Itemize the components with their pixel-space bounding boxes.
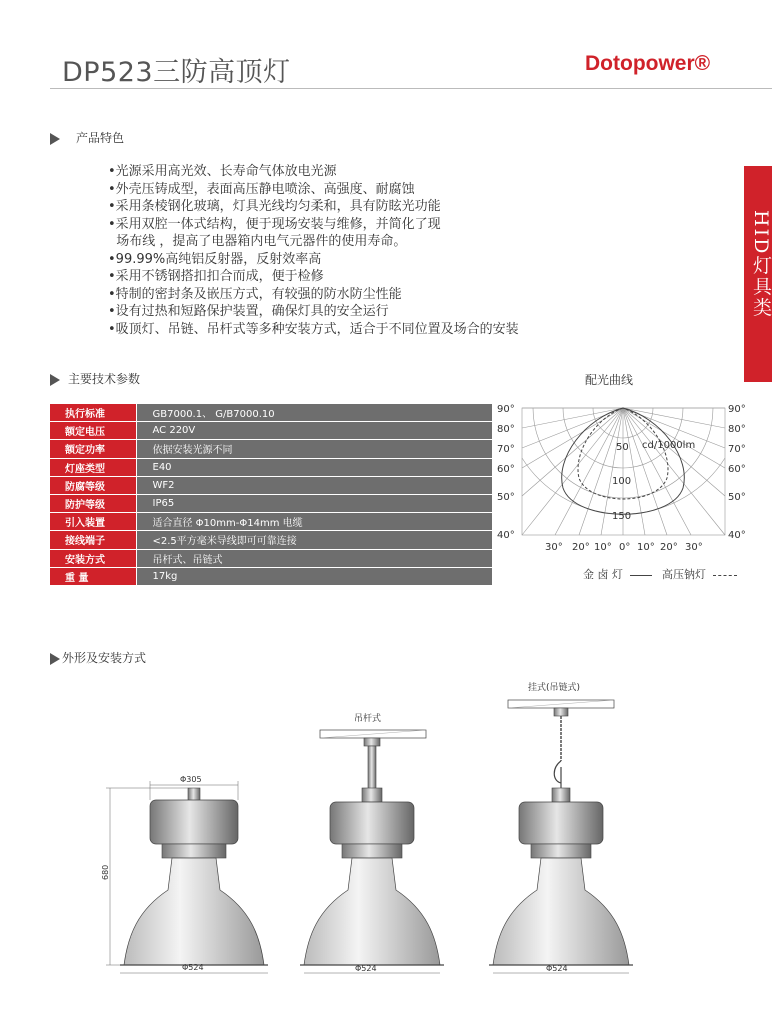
spec-value: 适合直径 Φ10mm-Φ14mm 电缆 (136, 513, 492, 531)
list-item: •光源采用高光效、长寿命气体放电光源 (108, 164, 337, 179)
angle-label: 50° (497, 492, 515, 503)
angle-line (623, 408, 725, 428)
spec-value: IP65 (136, 494, 492, 512)
spec-value: 依据安装光源不同 (136, 440, 492, 458)
category-side-tab (744, 166, 772, 382)
height-label: 680 (101, 864, 110, 880)
angle-line (623, 408, 725, 535)
angle-label: 40° (497, 530, 515, 541)
feature-list (108, 163, 519, 338)
spec-value: E40 (136, 458, 492, 476)
angle-label: 50° (728, 492, 746, 503)
triangle-bullet-icon (50, 374, 60, 386)
angle-label: 20° (660, 542, 678, 553)
spec-value: GB7000.1、 G/B7000.10 (136, 404, 492, 422)
spec-key: 接线端子 (50, 531, 136, 549)
angle-label: 60° (728, 464, 746, 475)
dimension-heading (50, 649, 146, 666)
angle-label: 80° (728, 424, 746, 435)
angle-label: 10° (594, 542, 612, 553)
brand-logo: Dotopower® (585, 52, 711, 75)
page-title: DP523三防高顶灯 (62, 57, 291, 88)
angle-label: 80° (497, 424, 515, 435)
angle-line (522, 408, 623, 468)
list-item: •99.99%高纯铝反射器，反射效率高 (108, 251, 322, 267)
bottom-diameter-label: Φ524 (546, 964, 568, 973)
spec-key: 额定功率 (50, 440, 136, 458)
specs-heading (50, 370, 140, 387)
list-item: •采用双腔一体式结构，便于现场安装与维修，并简化了现 (108, 216, 441, 232)
spec-key: 引入装置 (50, 513, 136, 531)
chain-mount-label: 挂式(吊链式) (528, 683, 581, 693)
legend-line-solid (630, 575, 652, 576)
spec-value: <2.5平方毫米导线即可可靠连接 (136, 531, 492, 549)
angle-label: 20° (572, 542, 590, 553)
spec-key: 防腐等级 (50, 476, 136, 494)
angle-label: 0° (619, 542, 631, 553)
triangle-bullet-icon (50, 133, 60, 145)
bottom-diameter-label: Φ524 (355, 964, 377, 973)
angle-line (522, 408, 623, 535)
lamp-drawing-basic (106, 781, 268, 973)
category-label: HID灯具类 (750, 210, 772, 319)
light-distribution-diagram (495, 398, 755, 563)
lamp-drawing-rod-mount (300, 730, 444, 973)
dimension-drawings (100, 675, 660, 985)
spec-key: 额定电压 (50, 422, 136, 440)
legend-metal-halide-text: 金 卤 灯 (583, 568, 623, 581)
angle-label: 10° (637, 542, 655, 553)
table-row (50, 531, 492, 549)
list-item: 场布线 ，提高了电器箱内电气元器件的使用寿命。 (108, 234, 407, 249)
list-item: •特制的密封条及嵌压方式，有较强的防水防尘性能 (108, 286, 402, 302)
legend-hps (662, 566, 737, 582)
spec-key: 安装方式 (50, 549, 136, 567)
light-curve-title: 配光曲线 (585, 373, 634, 387)
table-row (50, 458, 492, 476)
bottom-diameter-label: Φ524 (182, 963, 204, 972)
table-row (50, 476, 492, 494)
spec-value: WF2 (136, 476, 492, 494)
list-item: •设有过热和短路保护装置，确保灯具的安全运行 (108, 304, 389, 319)
legend-hps-text: 高压钠灯 (662, 568, 706, 581)
list-item: •外壳压铸成型，表面高压静电喷涂、高强度、耐腐蚀 (108, 181, 415, 197)
legend-metal-halide (583, 566, 652, 582)
table-row (50, 549, 492, 567)
lamp-drawing-chain-mount (489, 700, 633, 973)
triangle-bullet-icon (50, 653, 60, 665)
list-item: •采用条棱钢化玻璃，灯具光线均匀柔和，具有防眩光功能 (108, 199, 441, 214)
features-heading (50, 129, 124, 146)
table-row (50, 422, 492, 440)
angle-label: 40° (728, 530, 746, 541)
header-divider (50, 88, 772, 89)
radial-label: 50 (616, 442, 629, 453)
dimension-heading-text: 外形及安装方式 (62, 651, 147, 665)
angle-label: 30° (545, 542, 563, 553)
legend-line-dashed (713, 575, 737, 576)
spec-value: 吊杆式、吊链式 (136, 549, 492, 567)
list-item: •采用不锈钢搭扣扣合而成，便于检修 (108, 269, 324, 284)
spec-value: AC 220V (136, 422, 492, 440)
spec-key: 防护等级 (50, 494, 136, 512)
top-diameter-label: Φ305 (180, 775, 202, 784)
spec-key: 执行标准 (50, 404, 136, 422)
angle-label: 90° (497, 404, 515, 415)
angle-label: 30° (685, 542, 703, 553)
radial-label: 100 (612, 476, 632, 487)
radial-label: 150 (612, 511, 632, 522)
angle-label: 70° (728, 444, 746, 455)
features-heading-text: 产品特色 (76, 131, 125, 145)
list-item: •吸顶灯、吊链、吊杆式等多种安装方式，适合于不同位置及场合的安装 (108, 321, 519, 337)
rod-mount-label: 吊杆式 (354, 714, 382, 724)
spec-value: 17kg (136, 567, 492, 585)
spec-table (50, 404, 492, 586)
angle-label: 70° (497, 444, 515, 455)
table-row (50, 567, 492, 585)
spec-key: 灯座类型 (50, 458, 136, 476)
table-row (50, 404, 492, 422)
spec-key: 重 量 (50, 567, 136, 585)
unit-label: cd/1000lm (642, 440, 696, 451)
table-row (50, 513, 492, 531)
angle-label: 90° (728, 404, 746, 415)
angle-line (623, 408, 725, 468)
table-row (50, 494, 492, 512)
angle-line (522, 408, 623, 428)
angle-line (623, 408, 691, 535)
angle-label: 60° (497, 464, 515, 475)
specs-heading-text: 主要技术参数 (68, 372, 141, 386)
table-row (50, 440, 492, 458)
